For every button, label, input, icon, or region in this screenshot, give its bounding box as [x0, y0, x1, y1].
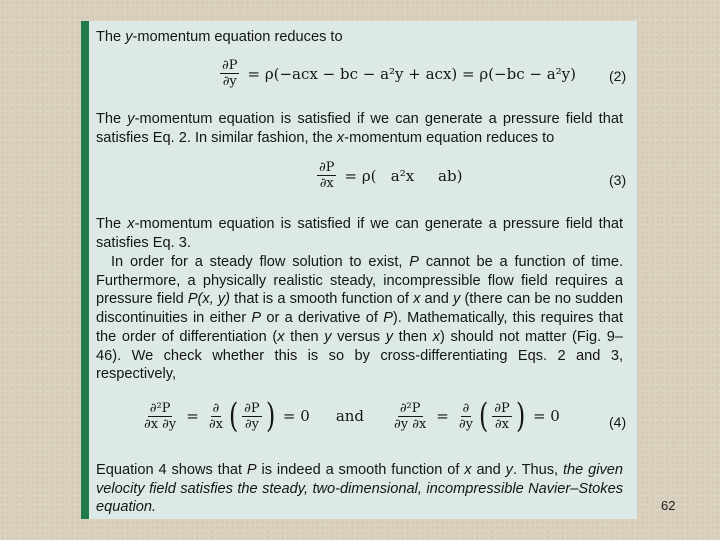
- equation-2-rhs: = ρ(−acx − bc − a²y + acx) = ρ(−bc − a²y): [247, 64, 576, 83]
- left-paren: (: [228, 396, 239, 436]
- right-paren: ): [265, 396, 275, 436]
- dp-dx-fraction: $\frac{\partial P}{\partial x}$: [319, 160, 335, 191]
- and-word: and: [335, 407, 365, 425]
- equals-zero-2: = 0: [532, 407, 560, 425]
- dp-dy-fraction: $\frac{\partial P}{\partial y}$: [222, 58, 238, 89]
- paragraph-y-momentum-intro: The y-momentum equation reduces to: [96, 29, 343, 45]
- right-paren: ): [515, 396, 525, 436]
- equation-3-rhs: = ρ( a²x ab): [344, 166, 463, 185]
- equation-3: [315, 160, 462, 191]
- paragraph-steady-flow: In order for a steady flow solution to exist, P cannot be a function of time. Furthermore, a physically realistic steady, incompressible flow field requires a pressure field P(x, y) that is a smooth function of x and y (there can be no sudden discontinuities in either P or a derivative of P). Mathematically, this requires that the order of differentiation (x then y versus y then x) should not matter (Fig. 9–46). We check whether this is so by cross-differentiating Eqs. 2 and 3, respectively,: [96, 254, 624, 383]
- d2p-dxdy-fraction: $\frac{\text{∂²P}}{\partial x \partial y}$: [144, 400, 177, 432]
- equals-sign: =: [436, 407, 449, 425]
- d-dy-operator: $\frac{\partial}{\partial y}$: [458, 400, 473, 432]
- paragraph-y-momentum-satisfied: The y-momentum equation is satisfied if we can generate a pressure field that satisfies Eq. 2. In similar fashion, the x-momentum equation reduces to: [96, 111, 624, 146]
- dp-dy-inner-fraction: $\frac{\partial P}{\partial y}$: [244, 400, 260, 432]
- equals-zero-1: = 0: [282, 407, 310, 425]
- page-number: 62: [661, 498, 676, 513]
- equals-sign: =: [186, 407, 199, 425]
- d-dx-operator: $\frac{\partial}{\partial x}$: [208, 400, 223, 432]
- paragraph-conclusion: Equation 4 shows that P is indeed a smooth function of x and y. Thus, the given velocity field satisfies the steady, two-dimensional, incompressible Navier–Stokes equation.: [96, 462, 624, 516]
- equation-2: [218, 58, 576, 89]
- equation-3-number: (3): [609, 172, 627, 188]
- left-paren: (: [478, 396, 489, 436]
- paragraph-x-momentum-satisfied: The x-momentum equation is satisfied if we can generate a pressure field that satisfies Eq. 3.: [96, 216, 624, 251]
- equation-2-number: (2): [609, 68, 627, 84]
- dp-dx-inner-fraction: $\frac{\partial P}{\partial x}$: [494, 400, 510, 432]
- d2p-dydx-fraction: $\frac{\text{∂²P}}{\partial y \partial x}$: [394, 400, 427, 432]
- equation-4-number: (4): [609, 414, 627, 430]
- equation-4: [140, 396, 560, 436]
